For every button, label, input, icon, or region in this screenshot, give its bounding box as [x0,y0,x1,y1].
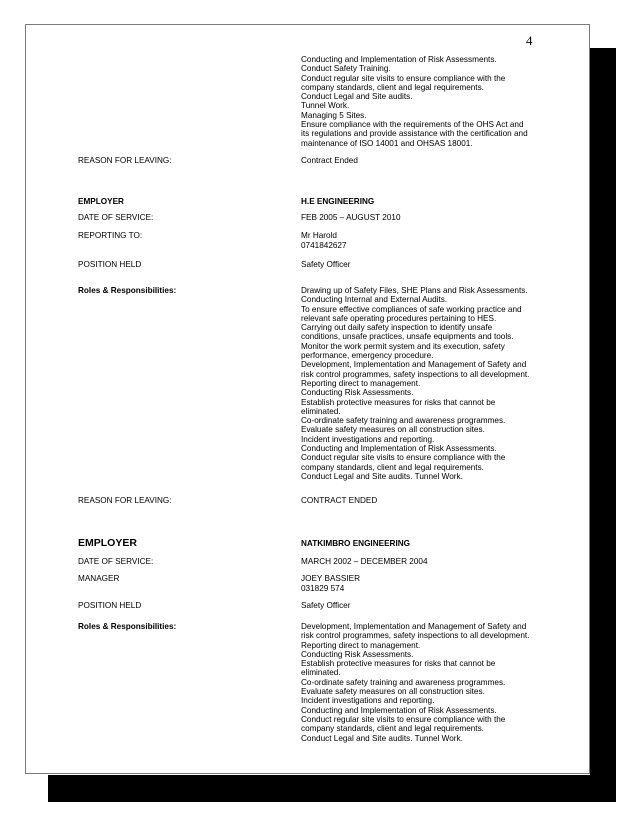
role-line: company standards, client and legal requirements. [301,462,484,472]
page-shadow-bottom [48,775,616,802]
role-line: Development, Implementation and Management of Safety and [301,622,527,631]
role-line: Conducting and Implementation of Risk Assessments. [301,444,497,454]
reporting-label: REPORTING TO: [78,231,143,240]
duty-line: maintenance of ISO 14001 and OHSAS 18001. [301,138,473,148]
role-line: Carrying out daily safety inspection to identify unsafe [301,323,493,333]
manager-label: MANAGER [78,574,120,583]
role-line: risk control programmes, safety inspections to all development. [301,631,530,641]
page-shadow-right [590,48,616,802]
reason-label: REASON FOR LEAVING: [78,496,172,505]
reason-label: REASON FOR LEAVING: [78,156,172,165]
duty-line: Conduct Safety Training. [301,64,391,74]
role-line: Establish protective measures for risks that cannot be [301,397,496,407]
role-line: relevant safe operating procedures pertaining to HES. [301,313,497,323]
role-line: eliminated. [301,406,341,416]
roles-label: Roles & Responsibilities: [78,286,177,295]
role-line: Incident investigations and reporting. [301,696,435,706]
role-line: To ensure effective compliances of safe working practice and [301,304,522,314]
role-line: Establish protective measures for risks that cannot be [301,659,496,669]
roles-list [301,622,529,743]
date-value: FEB 2005 – AUGUST 2010 [301,213,401,222]
role-line: company standards, client and legal requirements. [301,724,484,734]
role-line: Evaluate safety measures on all construction sites. [301,687,485,697]
role-line: Reporting direct to management. [301,640,421,650]
duty-line: Tunnel Work. [301,101,350,111]
role-line: conditions, unsafe practices, unsafe equipments and tools. [301,332,514,342]
manager-name: JOEY BASSIER [301,574,361,583]
employer-label: EMPLOYER [78,197,124,206]
role-line: Evaluate safety measures on all construction sites. [301,425,485,435]
role-line: Drawing up of Safety Files, SHE Plans and Risk Assessments. [301,286,528,295]
position-label: POSITION HELD [78,601,142,610]
role-line: Conduct Legal and Site audits. Tunnel Work. [301,471,463,481]
reporting-name: Mr Harold [301,231,337,240]
roles-list [301,286,529,481]
duty-line: Conduct regular site visits to ensure compliance with the [301,73,506,83]
position-label: POSITION HELD [78,260,142,269]
role-line: Conducting Risk Assessments. [301,649,414,659]
date-label: DATE OF SERVICE: [78,213,154,222]
duty-line: Conduct Legal and Site audits. [301,92,413,102]
position-value: Safety Officer [301,260,351,269]
role-line: performance, emergency procedure. [301,351,434,361]
duty-line: Conducting and Implementation of Risk Assessments. [301,55,497,64]
position-value: Safety Officer [301,601,351,610]
role-line: Reporting direct to management. [301,378,421,388]
duty-line: its regulations and provide assistance with the certification and [301,129,528,139]
top-duties-list [301,55,528,148]
role-line: Conduct regular site visits to ensure compliance with the [301,453,506,463]
role-line: Co-ordinate safety training and awareness programmes. [301,677,506,687]
employer-name: H.E ENGINEERING [301,197,375,206]
page-number: 4 [526,33,533,48]
duty-line: Managing 5 Sites. [301,110,367,120]
date-value: MARCH 2002 – DECEMBER 2004 [301,557,428,566]
reason-value: CONTRACT ENDED [301,496,378,505]
role-line: Conducting Risk Assessments. [301,388,414,398]
employer-name: NATKIMBRO ENGINEERING [301,539,411,548]
role-line: Conducting Internal and External Audits. [301,295,448,305]
role-line: Incident investigations and reporting. [301,434,435,444]
role-line: Conduct Legal and Site audits. Tunnel Work. [301,733,463,743]
role-line: risk control programmes, safety inspections to all development. [301,369,530,379]
duty-line: company standards, client and legal requirements. [301,82,484,92]
date-label: DATE OF SERVICE: [78,557,154,566]
manager-phone: 031829 574 [301,584,345,593]
duty-line: Ensure compliance with the requirements of the OHS Act and [301,120,524,130]
role-line: Development, Implementation and Management of Safety and [301,360,527,370]
role-line: eliminated. [301,668,341,678]
role-line: Co-ordinate safety training and awareness programmes. [301,416,506,426]
reporting-phone: 0741842627 [301,241,347,250]
role-line: Conduct regular site visits to ensure compliance with the [301,714,506,724]
role-line: Monitor the work permit system and its execution, safety [301,341,505,351]
roles-label: Roles & Responsibilities: [78,622,177,631]
reason-value: Contract Ended [301,156,358,165]
role-line: Conducting and Implementation of Risk Assessments. [301,705,497,715]
employer-label: EMPLOYER [78,537,137,549]
